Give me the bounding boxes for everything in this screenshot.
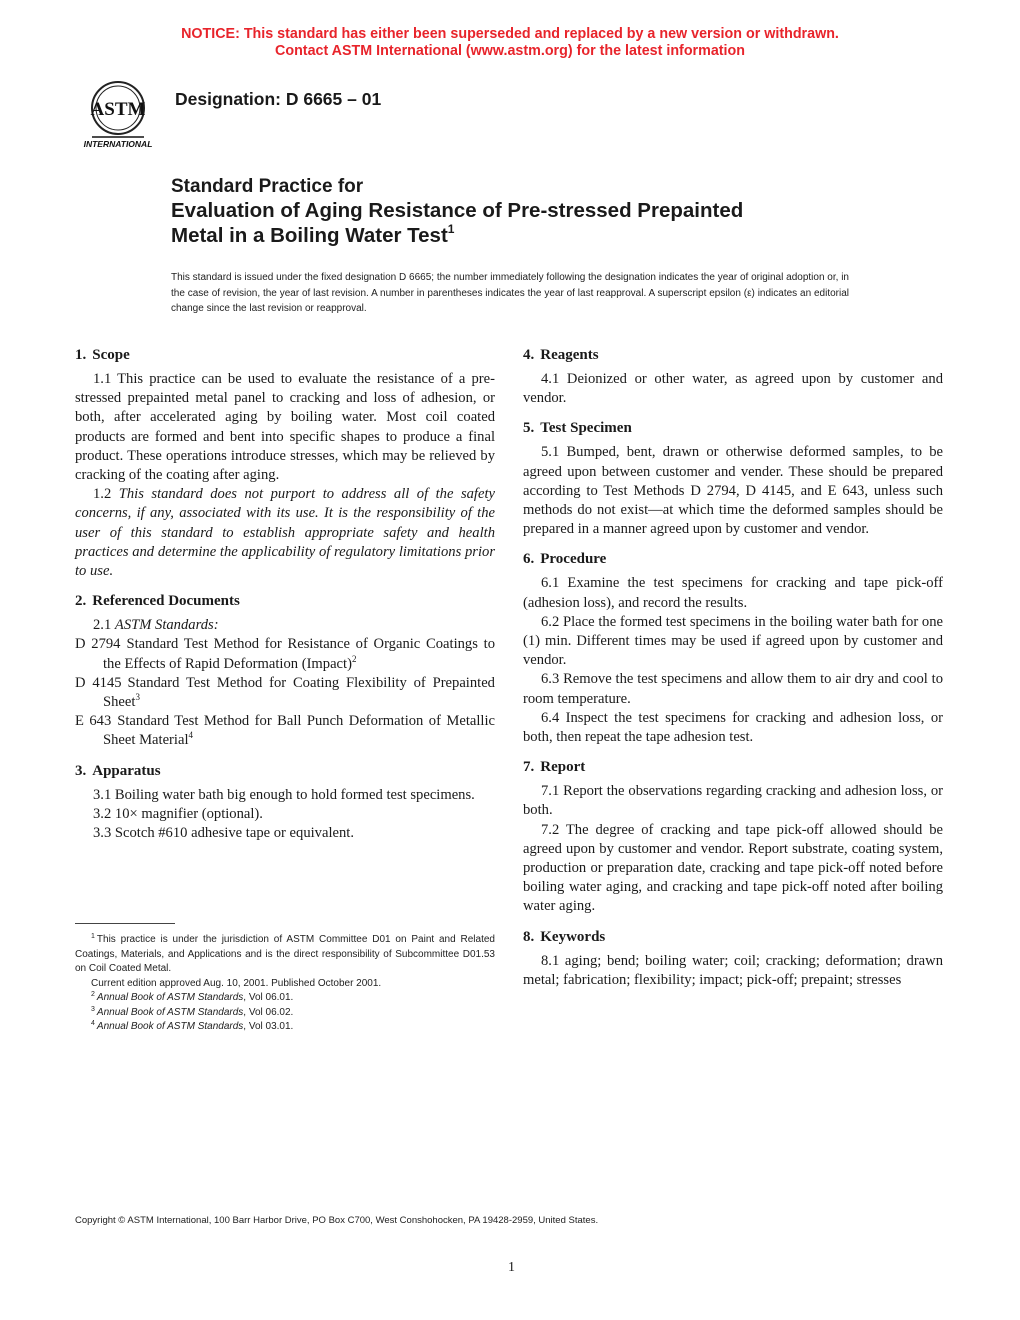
ref-text: Standard Test Method for Resistance of Organic Coatings to the Effects of Rapid Deformation (Impact) [103,636,495,672]
left-column [75,345,495,843]
ref-item [75,712,495,750]
footnote-4 [75,1020,495,1035]
document-title [171,176,951,248]
paragraph-num: 1.2 [93,486,112,503]
section-heading-scope [75,345,495,365]
title-footnote-ref: 1 [447,222,455,236]
section-num: 6. [523,551,535,568]
footnote-vol: , Vol 06.02. [243,1006,294,1018]
paragraph-1-2 [75,485,495,581]
section-heading-report [523,757,943,777]
paragraph-6-3: 6.3 Remove the test specimens and allow them to air dry and cool to room temperature. [523,671,943,707]
issue-note: This standard is issued under the fixed designation D 6665; the number immediately following the designation indicates the year of original adoption or, in the case of revision, the year of last revision. A number in parentheses indicates the year of last reapproval. A superscript epsilon (ε) indicates an editorial change since the last revision or reapproval. [171,272,849,314]
section-num: 2. [75,593,87,610]
paragraph-num: 2.1 [93,617,112,634]
paragraph-5-1: 5.1 Bumped, bent, drawn or otherwise deformed samples, to be agreed upon between customer and vender. These should be prepared according to Test Methods D 2794, D 4145, and E 643, unless such methods do not exist—at which time the deformed samples should be prepared in a manner agreed upon by customer and vendor. [523,444,943,538]
paragraph-6-2: 6.2 Place the formed test specimens in the boiling water bath for one (1) min. Different times may be used if agreed upon by customer and vendor. [523,613,943,669]
ref-designation: E 643 [75,713,112,730]
section-title: Report [540,759,586,776]
footnote-vol: , Vol 03.01. [243,1021,294,1032]
footnote-num: 4 [91,1020,95,1027]
section-title: Keywords [540,928,606,945]
footnote-book: Annual Book of ASTM Standards [96,1006,244,1018]
footnote-1b: Current edition approved Aug. 10, 2001. Published October 2001. [91,977,382,989]
ref-footnote: 3 [135,692,140,703]
paragraph-3-3: 3.3 Scotch #610 adhesive tape or equivalent. [93,825,354,842]
logo-subtext: INTERNATIONAL [83,139,153,149]
paragraph-8-1: 8.1 aging; bend; boiling water; coil; cracking; deformation; drawn metal; fabrication; flexibility; impact; pick-off; prepaint; stresses [523,952,943,988]
footnote-book: Annual Book of ASTM Standards [96,992,244,1003]
page-number: 1 [508,1260,515,1275]
footnote-vol: , Vol 06.01. [243,992,294,1003]
paragraph-4-1: 4.1 Deionized or other water, as agreed upon by customer and vendor. [523,371,943,407]
safety-statement: This standard does not purport to address all of the safety concerns, if any, associated with its use. It is the responsibility of the user of this standard to establish appropriate safety and health practices and determine the applicability of regulatory limitations prior to use. [75,486,495,580]
section-title: Procedure [540,551,607,568]
section-num: 3. [75,762,87,779]
section-heading-refdocs [75,591,495,611]
section-heading-specimen [523,418,943,438]
footnote-num: 2 [91,991,95,998]
paragraph-1-1: 1.1 This practice can be used to evaluate the resistance of a pre-stressed prepainted metal panel to cracking and loss of adhesion, or both, after accelerated aging by boiling water. Most coil coated products are formed and bent into specific shapes to produce a final product. These operations introduce stresses, which may be relieved by cracking of the coating after aging. [75,371,495,484]
ref-designation: D 2794 [75,636,121,653]
footnote-num: 1 [91,933,95,940]
astm-standards-label: ASTM Standards: [114,617,219,634]
right-column [523,345,943,990]
section-title: Apparatus [92,762,161,779]
ref-text: Standard Test Method for Coating Flexibility of Prepainted Sheet [103,674,495,711]
section-heading-reagents [523,345,943,365]
paragraph-7-1: 7.1 Report the observations regarding cracking and adhesion loss, or both. [523,783,943,819]
footnote-3 [75,1006,495,1021]
supersede-notice [0,26,1020,60]
section-num: 5. [523,420,535,437]
section-heading-apparatus [75,761,495,781]
astm-logo-icon [78,78,160,150]
footnote-1 [75,933,495,977]
ref-item [75,635,495,673]
ref-designation: D 4145 [75,674,122,691]
copyright: Copyright © ASTM International, 100 Barr Harbor Drive, PO Box C700, West Conshohocken, PA 19428-2959, United States. [75,1215,599,1226]
section-title: Referenced Documents [92,593,240,610]
ref-footnote: 4 [188,730,194,741]
notice-line-1: NOTICE: This standard has either been superseded and replaced by a new version or withdrawn. [181,26,839,42]
section-num: 4. [523,347,535,363]
section-heading-keywords [523,927,943,947]
footnote-num: 3 [91,1005,95,1013]
paragraph-6-4: 6.4 Inspect the test specimens for cracking and adhesion loss, or both, then repeat the tape adhesion test. [523,709,943,746]
paragraph-6-1: 6.1 Examine the test specimens for cracking and tape pick-off (adhesion loss), and record the results. [523,575,943,611]
paragraph-7-2: 7.2 The degree of cracking and tape pick-off allowed should be agreed upon by customer and vendor. Report substrate, coating system, production or preparation date, cracking and tape pick-off noted before boiling water aging, and cracking and tape pick-off noted after boiling water aging. [523,821,943,915]
section-title: Reagents [540,347,599,363]
section-title: Scope [92,347,130,363]
notice-line-2: Contact ASTM International (www.astm.org) for the latest information [275,43,745,59]
ref-item [75,674,495,712]
section-num: 8. [523,928,535,945]
title-line-3-text: Metal in a Boiling Water Test [171,224,448,247]
paragraph-3-1: 3.1 Boiling water bath big enough to hold formed test specimens. [93,786,475,803]
paragraph-2-1 [75,616,495,635]
paragraph-3-2: 3.2 10× magnifier (optional). [93,805,263,822]
section-num: 7. [523,759,535,776]
footnote-2 [75,991,495,1006]
footnote-divider [75,923,175,924]
section-heading-procedure [523,549,943,569]
footnotes [75,933,495,1035]
title-line-1: Standard Practice for [171,176,364,197]
designation: Designation: D 6665 – 01 [175,89,382,109]
logo-text: ASTM [90,99,146,120]
ref-text: Standard Test Method for Ball Punch Deformation of Metallic Sheet Material [103,713,495,749]
section-title: Test Specimen [540,420,632,437]
section-num: 1. [75,347,87,363]
footnote-text: This practice is under the jurisdiction of ASTM Committee D01 on Paint and Related Coatings, Materials, and Applications and is the direct responsibility of Subcommittee D01.53 on Coil Coated Metal. [75,934,495,974]
footnote-book: Annual Book of ASTM Standards [96,1021,244,1032]
ref-footnote: 2 [351,653,357,664]
title-line-2: Evaluation of Aging Resistance of Pre-stressed Prepainted [171,199,744,222]
title-line-3 [171,223,951,248]
